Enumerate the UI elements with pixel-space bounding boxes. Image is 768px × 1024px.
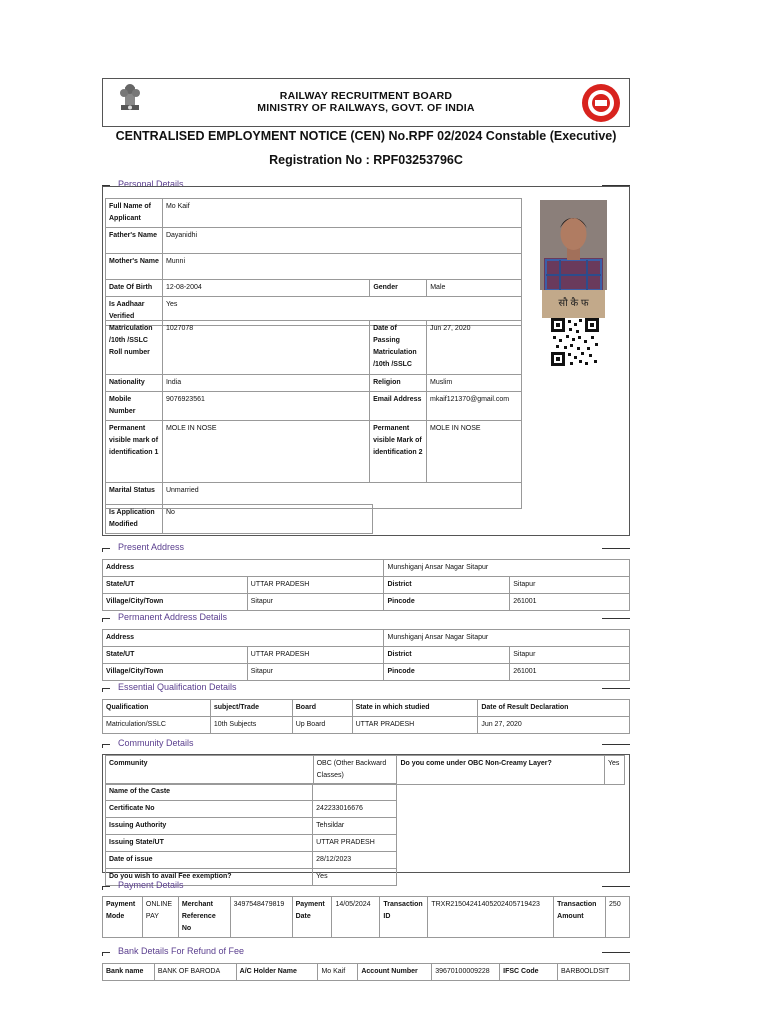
section-title: Bank Details For Refund of Fee	[118, 946, 245, 956]
value-fee-exemption: Yes	[313, 869, 397, 886]
value-marital: Unmarried	[162, 483, 521, 509]
present-address-table	[102, 559, 630, 611]
value-village: Sitapur	[247, 594, 384, 611]
payment-table	[102, 896, 630, 938]
label-holder-name: A/C Holder Name	[236, 964, 318, 981]
value-email: mkaif121370@gmail.com	[427, 392, 522, 421]
section-title: Essential Qualification Details	[118, 682, 237, 692]
label-pincode: Pincode	[384, 664, 510, 681]
label-mother: Mother's Name	[106, 254, 163, 280]
label-authority: Issuing Authority	[106, 818, 313, 835]
value-district: Sitapur	[510, 577, 630, 594]
label-mobile: Mobile Number	[106, 392, 163, 421]
value-issue-date: 28/12/2023	[313, 852, 397, 869]
value-full-name: Mo Kaif	[162, 199, 521, 228]
label-address: Address	[103, 560, 384, 577]
label-aadhaar: Is Aadhaar Verified	[106, 297, 163, 326]
label-email: Email Address	[370, 392, 427, 421]
header-state: State in which studied	[352, 700, 478, 717]
value-matric-date: Jun 27, 2020	[427, 321, 522, 375]
value-father: Dayanidhi	[162, 228, 521, 254]
header-qualification: Qualification	[103, 700, 211, 717]
value-mark1: MOLE IN NOSE	[162, 421, 369, 483]
label-village: Village/City/Town	[103, 664, 248, 681]
personal-table-3	[105, 504, 373, 534]
label-merchant-ref: Merchant Reference No	[178, 897, 230, 938]
label-payment-date: Payment Date	[292, 897, 332, 938]
section-title: Present Address	[118, 542, 185, 552]
value-matric: 1027078	[162, 321, 369, 375]
section-title: Personal Details	[118, 179, 184, 189]
value-pincode: 261001	[510, 664, 630, 681]
label-village: Village/City/Town	[103, 594, 248, 611]
label-district: District	[384, 647, 510, 664]
person-photo-icon	[540, 200, 607, 290]
label-state: State/UT	[103, 647, 248, 664]
value-modified: No	[162, 505, 372, 534]
label-dob: Date Of Birth	[106, 280, 163, 297]
header-box	[102, 78, 630, 127]
personal-table-2	[105, 320, 522, 509]
label-community: Community	[106, 756, 314, 785]
railway-logo-icon	[581, 83, 621, 123]
label-transaction-amount: Transaction Amount	[554, 897, 606, 938]
value-district: Sitapur	[510, 647, 630, 664]
value-mark2: MOLE IN NOSE	[427, 421, 522, 483]
label-transaction-id: Transaction ID	[380, 897, 428, 938]
value-payment-mode: ONLINE PAY	[142, 897, 178, 938]
value-state: UTTAR PRADESH	[247, 577, 384, 594]
value-payment-date: 14/05/2024	[332, 897, 380, 938]
value-state: UTTAR PRADESH	[247, 647, 384, 664]
label-matric-date: Date of Passing Matriculation /10th /SSLC	[370, 321, 427, 375]
value-aadhaar: Yes	[162, 297, 521, 326]
label-mark1: Permanent visible mark of identification 1	[106, 421, 163, 483]
label-full-name: Full Name of Applicant	[106, 199, 163, 228]
value-community: OBC (Other Backward Classes)	[313, 756, 397, 785]
label-payment-mode: Payment Mode	[103, 897, 143, 938]
label-issue-date: Date of issue	[106, 852, 313, 869]
value-issue-state: UTTAR PRADESH	[313, 835, 397, 852]
value-address: Munshiganj Ansar Nagar Sitapur	[384, 630, 630, 647]
label-marital: Marital Status	[106, 483, 163, 509]
applicant-photo	[540, 200, 607, 290]
registration-number: Registration No : RPF03253796C	[269, 153, 463, 167]
label-pincode: Pincode	[384, 594, 510, 611]
value-address: Munshiganj Ansar Nagar Sitapur	[384, 560, 630, 577]
section-title: Community Details	[118, 738, 194, 748]
signature-image: सौ कै फ	[542, 290, 605, 318]
label-caste: Name of the Caste	[106, 784, 313, 801]
value-religion: Muslim	[427, 375, 522, 392]
value-nationality: India	[162, 375, 369, 392]
value-caste	[313, 784, 397, 801]
header-board: Board	[292, 700, 352, 717]
value-state: UTTAR PRADESH	[352, 717, 478, 734]
label-issue-state: Issuing State/UT	[106, 835, 313, 852]
value-mobile: 9076923561	[162, 392, 369, 421]
label-fee-exemption: Do you wish to avail Fee exemption?	[106, 869, 313, 886]
value-dob: 12-08-2004	[162, 280, 369, 297]
value-village: Sitapur	[247, 664, 384, 681]
ministry-name: MINISTRY OF RAILWAYS, GOVT. OF INDIA	[257, 102, 475, 114]
label-gender: Gender	[370, 280, 427, 297]
value-subject: 10th Subjects	[210, 717, 292, 734]
value-mother: Munni	[162, 254, 521, 280]
value-certificate: 242233016676	[313, 801, 397, 818]
value-pincode: 261001	[510, 594, 630, 611]
personal-table	[105, 198, 522, 326]
application-sheet	[102, 78, 630, 983]
value-qualification: Matriculation/SSLC	[103, 717, 211, 734]
community-table	[105, 783, 397, 886]
label-district: District	[384, 577, 510, 594]
qualification-table	[102, 699, 630, 734]
community-table-top	[105, 755, 625, 785]
value-gender: Male	[427, 280, 522, 297]
label-matric: Matriculation /10th /SSLC Roll number	[106, 321, 163, 375]
value-transaction-id: TRXR21504241405202405719423	[428, 897, 554, 938]
bank-table	[102, 963, 630, 981]
board-name: RAILWAY RECRUITMENT BOARD	[279, 90, 453, 102]
value-holder-name: Mo Kaif	[318, 964, 358, 981]
header-result-date: Date of Result Declaration	[478, 700, 630, 717]
label-ifsc: IFSC Code	[500, 964, 558, 981]
label-religion: Religion	[370, 375, 427, 392]
qr-code-icon	[551, 318, 599, 366]
label-creamy-layer: Do you come under OBC Non-Creamy Layer?	[397, 756, 605, 785]
label-state: State/UT	[103, 577, 248, 594]
label-address: Address	[103, 630, 384, 647]
label-certificate: Certificate No	[106, 801, 313, 818]
value-account-number: 39670100009228	[432, 964, 500, 981]
value-creamy-layer: Yes	[604, 756, 624, 785]
notice-title: CENTRALISED EMPLOYMENT NOTICE (CEN) No.RPF 02/2024 Constable (Executive)	[115, 129, 617, 143]
value-board: Up Board	[292, 717, 352, 734]
value-ifsc: BARB0OLDSIT	[558, 964, 630, 981]
label-bank-name: Bank name	[103, 964, 155, 981]
value-transaction-amount: 250	[606, 897, 630, 938]
value-bank-name: BANK OF BARODA	[154, 964, 236, 981]
label-modified: Is Application Modified	[106, 505, 163, 534]
section-title: Permanent Address Details	[118, 612, 228, 622]
value-result-date: Jun 27, 2020	[478, 717, 630, 734]
label-father: Father's Name	[106, 228, 163, 254]
permanent-address-table	[102, 629, 630, 681]
header-subject: subject/Trade	[210, 700, 292, 717]
label-account-number: Account Number	[358, 964, 432, 981]
section-title: Payment Details	[118, 880, 184, 890]
label-nationality: Nationality	[106, 375, 163, 392]
value-merchant-ref: 3497548479819	[230, 897, 292, 938]
value-authority: Tehsildar	[313, 818, 397, 835]
label-mark2: Permanent visible Mark of identification 2	[370, 421, 427, 483]
